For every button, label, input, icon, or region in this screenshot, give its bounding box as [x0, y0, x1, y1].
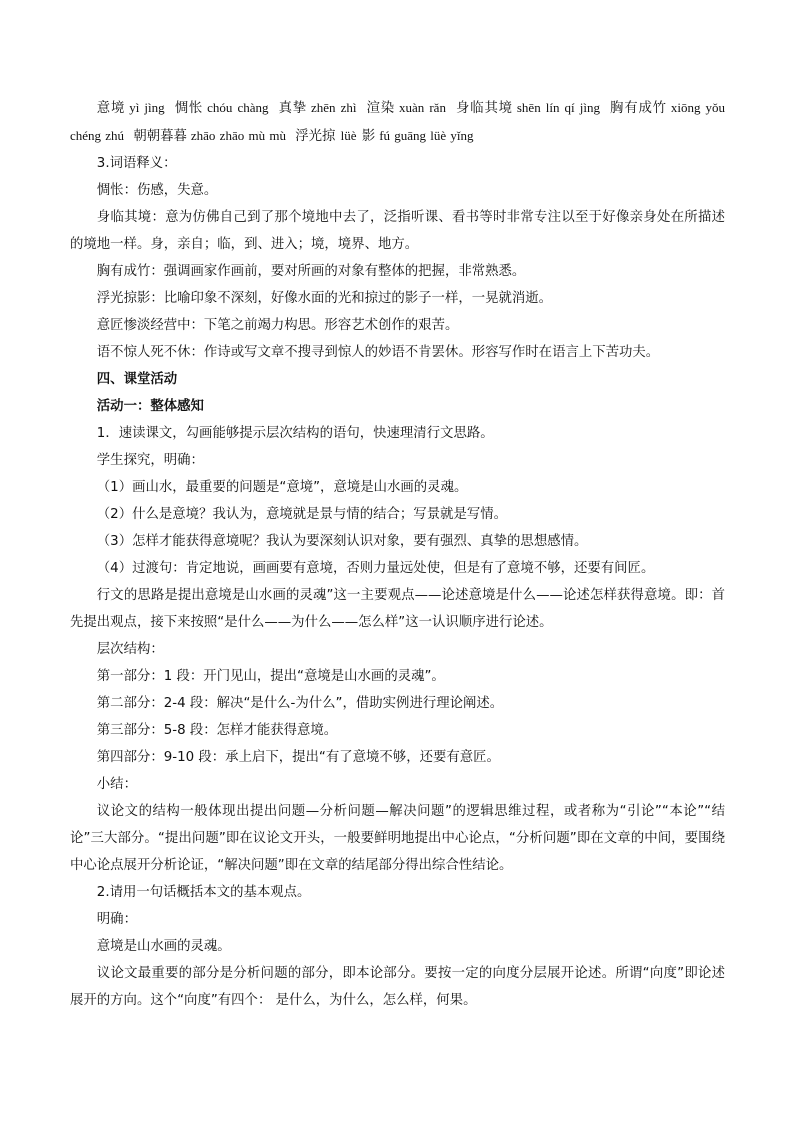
vocab-pinyin: lüè [340, 128, 357, 143]
label-text: 明确： [96, 912, 137, 927]
label-text: 层次结构： [96, 642, 164, 657]
task-text: 1．速读课文，勾画能够提示层次结构的语句，快速理清行文思路。 [96, 426, 494, 441]
vocab-pinyin: zhēn zhì [311, 100, 357, 115]
structure-part: 第三部分：5-8 段：怎样才能获得意境。 [96, 723, 338, 738]
vocab-word: 浮光掠 [295, 129, 336, 144]
paragraph: 议论文最重要的部分是分析问题的部分，即本论部分。要按一定的向度分层展开论述。所谓“向度”即论述展开的方向。这个“向度”有四个： 是什么，为什么，怎么样，何果。 [70, 966, 725, 1008]
pinyin-vocabulary [70, 94, 725, 150]
paragraph: 行文的思路是提出意境是山水画的灵魂”这一主要观点——论述意境是什么——论述怎样获得意境。即：首先提出观点，接下来按照“是什么——为什么——怎么样”这一认识顺序进行论述。 [70, 588, 725, 630]
task-text: 2.请用一句话概括本文的基本观点。 [96, 885, 311, 900]
section-heading: 四、课堂活动 [96, 372, 178, 387]
document-page [70, 94, 725, 1014]
definition: 胸有成竹：强调画家作画前，要对所画的对象有整体的把握，非常熟悉。 [96, 264, 526, 279]
activity-heading: 活动一：整体感知 [96, 399, 204, 414]
label-text: 学生探究，明确： [96, 453, 204, 468]
vocab-word: 意境 [96, 101, 126, 116]
structure-part: 第一部分：1 段：开门见山，提出“意境是山水画的灵魂”。 [96, 669, 445, 684]
vocab-pinyin: zhāo zhāo mù mù [190, 128, 286, 143]
definition: 语不惊人死不休：作诗或写文章不搜寻到惊人的妙语不肯罢休。形容写作时在语言上下苦功夫。 [96, 345, 660, 360]
structure-part: 第二部分：2-4 段：解决“是什么-为什么”，借助实例进行理论阐述。 [96, 696, 504, 711]
point-item: （3）怎样才能获得意境呢？我认为要深刻认识对象，要有强烈、真挚的思想感情。 [96, 534, 588, 549]
definition: 意匠惨淡经营中：下笔之前竭力构思。形容艺术创作的艰苦。 [96, 318, 459, 333]
definition: 惆怅：伤感，失意。 [96, 183, 218, 198]
vocab-pinyin: xuàn rǎn [399, 100, 446, 115]
vocab-word: 胸有成竹 [610, 101, 667, 116]
vocab-word: 身临其境 [456, 101, 513, 116]
point-item: （4）过渡句：肯定地说，画画要有意境，否则力量远处使，但是有了意境不够，还要有间匠。 [96, 561, 655, 576]
vocab-pinyin: xiōng yǒu chéng zhú [70, 100, 726, 143]
section-heading: 3.词语释义： [96, 156, 177, 171]
vocab-pinyin: shēn lín qí jìng [516, 100, 600, 115]
label-text: 小结： [96, 777, 137, 792]
paragraph: 议论文的结构一般体现出提出问题—分析问题—解决问题”的逻辑思维过程，或者称为“引论”“本论”“结论”三大部分。“提出问题”即在议论文开头，一般要鲜明地提出中心论点，“分析问题”即在文章的中间，要围绕中心论点展开分析论证，“解决问题”即在文章的结尾部分得出综合性结论。 [70, 804, 725, 873]
vocab-word: 真挚 [278, 101, 308, 116]
point-item: （1）画山水，最重要的问题是“意境”，意境是山水画的灵魂。 [96, 480, 468, 495]
structure-part: 第四部分：9-10 段：承上启下，提出“有了意境不够，还要有意匠。 [96, 750, 500, 765]
vocab-word: 渲染 [366, 101, 396, 116]
vocab-word: 朝朝暮暮 [133, 129, 187, 144]
definition: 身临其境：意为仿佛自己到了那个境地中去了，泛指听课、看书等时非常专注以至于好像亲身处在所描述的境地一样。身，亲自；临，到、进入；境，境界、地方。 [70, 210, 725, 252]
point-item: （2）什么是意境？我认为，意境就是景与情的结合；写景就是写情。 [96, 507, 508, 522]
vocab-pinyin: chóu chàng [207, 100, 269, 115]
vocab-word: 影 [361, 129, 376, 144]
definition: 浮光掠影：比喻印象不深刻，好像水面的光和掠过的影子一样，一晃就消逝。 [96, 291, 553, 306]
answer-text: 意境是山水画的灵魂。 [96, 939, 231, 954]
vocab-pinyin: fú guāng lüè yǐng [379, 128, 474, 143]
vocab-word: 惆怅 [174, 101, 204, 116]
vocab-pinyin: yì jìng [129, 100, 165, 115]
